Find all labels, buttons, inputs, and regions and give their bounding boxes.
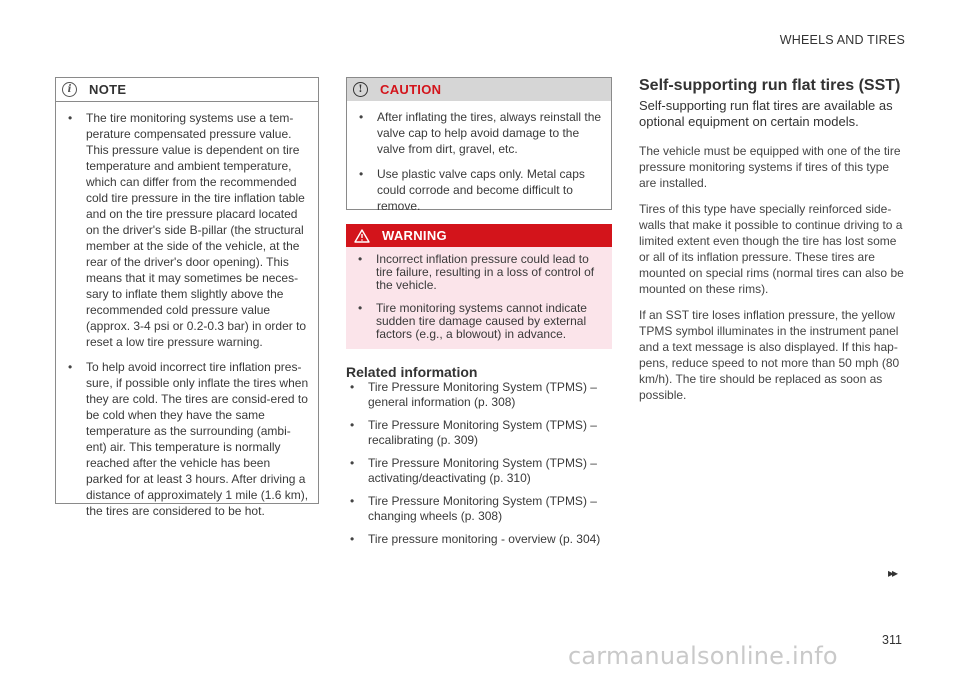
- warning-header: [346, 224, 612, 247]
- warning-triangle-icon: [354, 229, 370, 243]
- note-body: [56, 102, 318, 527]
- caution-item: • Use plastic valve caps only. Metal caps could corrode and become difficult to remove.: [355, 166, 603, 214]
- related-link[interactable]: • Tire Pressure Monitoring System (TPMS) – general information (p. 308): [346, 380, 612, 410]
- note-item: • The tire monitoring systems use a tem-perature compensated pressure value. This pressure value is dependent on tire temperature and ambient temperature, which can differ from the recommended cold tire pressure in the tire inflation table and on the tire pressure placard located on the driver's side B-pillar (the structural member at the side of the vehicle, at the rear of the driver's door opening). This means that it may sometimes be neces-sary to inflate them slightly above the recommended cold pressure value (approx. 3-4 psi or 0.2-0.3 bar) in order to reset a low tire pressure warning.: [64, 110, 310, 350]
- note-box: [55, 77, 319, 518]
- section-paragraph: If an SST tire loses inflation pressure, the yellow TPMS symbol illuminates in the instrument panel and a text message is also displayed. If this hap-pens, reduce speed to not more than 50 mph (80 km/h). The tire should be replaced as soon as possible.: [639, 308, 900, 402]
- warning-body: [346, 247, 612, 349]
- middle-column: [346, 77, 612, 555]
- section-paragraph: The vehicle must be equipped with one of the tire pressure monitoring systems if tires of this type are installed.: [639, 144, 901, 190]
- warning-label: WARNING: [382, 228, 447, 243]
- warning-item: • Incorrect inflation pressure could lead to tire failure, resulting in a loss of control of the vehicle.: [354, 253, 604, 292]
- related-links-list: [346, 380, 612, 547]
- related-information-heading: Related information: [346, 364, 478, 380]
- section-title: Self-supporting run flat tires (SST): [639, 77, 901, 94]
- warning-box: [346, 224, 612, 349]
- info-circle-icon: i: [62, 82, 77, 97]
- watermark: carmanualsonline.info: [568, 642, 838, 670]
- note-header: [56, 78, 318, 102]
- caution-label: CAUTION: [380, 82, 442, 97]
- caution-box: [346, 77, 612, 213]
- related-link[interactable]: • Tire Pressure Monitoring System (TPMS) – changing wheels (p. 308): [346, 494, 612, 524]
- caution-body: [347, 101, 611, 222]
- page-number: 311: [882, 633, 902, 647]
- section-paragraph: Tires of this type have specially reinforced side-walls that make it possible to continue driving to a limited extent even though the tire has lost some or all of its inflation pressure. These tires are mounted on special rims (normal tires can also be mounted on these rims).: [639, 202, 904, 296]
- section-intro: Self-supporting run flat tires are available as optional equipment on certain models.: [639, 98, 893, 129]
- related-link[interactable]: • Tire Pressure Monitoring System (TPMS) – activating/deactivating (p. 310): [346, 456, 612, 486]
- right-column: [639, 77, 907, 413]
- exclamation-circle-icon: !: [353, 82, 368, 97]
- next-page-arrows-icon[interactable]: ▸▸: [888, 566, 897, 580]
- caution-item: • After inflating the tires, always reinstall the valve cap to help avoid damage to the valve from dirt, gravel, etc.: [355, 109, 603, 157]
- warning-item: • Tire monitoring systems cannot indicate sudden tire damage caused by external factors (e.g., a blowout) in advance.: [354, 302, 604, 341]
- left-column: [55, 77, 319, 518]
- note-item: • To help avoid incorrect tire inflation pres-sure, if possible only inflate the tires when they are cold. The tires are consid-ered to be cold when they have the same temperature as the surrounding (ambi-ent) air. This temperature is normally reached after the vehicle has been parked for at least 3 hours. After driving a distance of approximately 1 mile (1.6 km), the tires are considered to be hot.: [64, 359, 310, 519]
- caution-header: [347, 78, 611, 101]
- related-link[interactable]: • Tire Pressure Monitoring System (TPMS) – recalibrating (p. 309): [346, 418, 612, 448]
- note-label: NOTE: [89, 82, 127, 97]
- page-header-title: WHEELS AND TIRES: [779, 33, 905, 47]
- related-link[interactable]: • Tire pressure monitoring - overview (p. 304): [346, 532, 612, 547]
